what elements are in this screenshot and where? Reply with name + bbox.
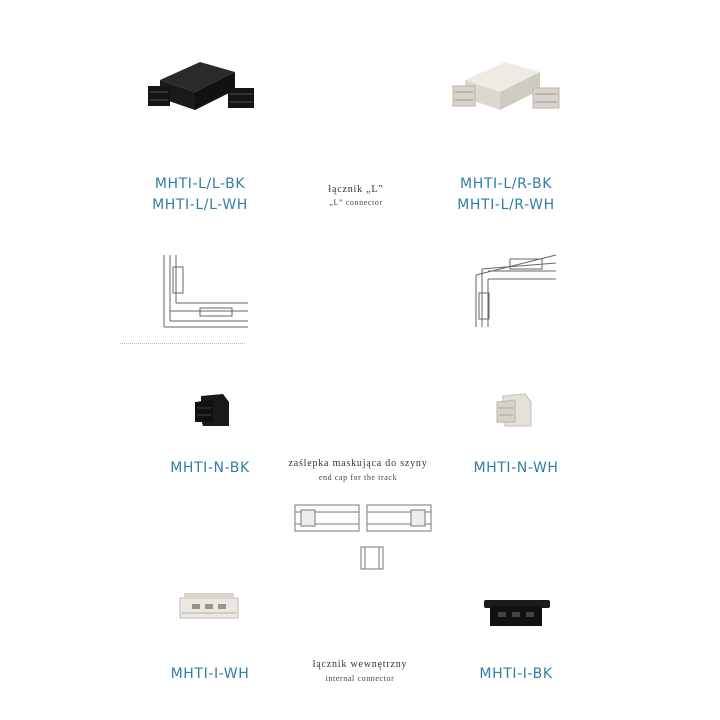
end-cap-right-code: MHTI-N-WH (473, 460, 559, 476)
l-connector-left-code-2: MHTI-L/L-WH (152, 197, 248, 213)
l-connector-white-photo (445, 50, 575, 120)
l-connector-right-code-1: MHTI-L/R-BK (460, 176, 552, 192)
internal-connector-right-code: MHTI-I-BK (479, 666, 553, 682)
end-cap-black-photo (195, 392, 235, 428)
internal-connector-label-en: internal connector (325, 674, 395, 683)
end-cap-label-en: end cap for the track (318, 473, 398, 482)
l-connector-label-pl: łącznik „L” (328, 184, 384, 195)
l-connector-left-diagram (160, 255, 250, 330)
end-cap-white-photo (497, 392, 537, 428)
end-cap-left-code: MHTI-N-BK (170, 460, 250, 476)
l-connector-black-photo (140, 50, 270, 120)
l-connector-right-code-2: MHTI-L/R-WH (457, 197, 555, 213)
l-connector-label-en: „L” connector (329, 198, 383, 207)
internal-connector-black-photo (482, 594, 552, 628)
end-cap-label-pl: zaślepka maskująca do szyny (288, 458, 428, 469)
l-diagram-dotted-line (120, 343, 245, 344)
internal-connector-label-pl: łącznik wewnętrzny (312, 659, 408, 670)
end-cap-track-diagram (295, 500, 435, 575)
l-connector-right-diagram (470, 255, 560, 330)
internal-connector-white-photo (178, 592, 240, 622)
l-connector-left-code-1: MHTI-L/L-BK (154, 176, 246, 192)
internal-connector-left-code: MHTI-I-WH (170, 666, 250, 682)
